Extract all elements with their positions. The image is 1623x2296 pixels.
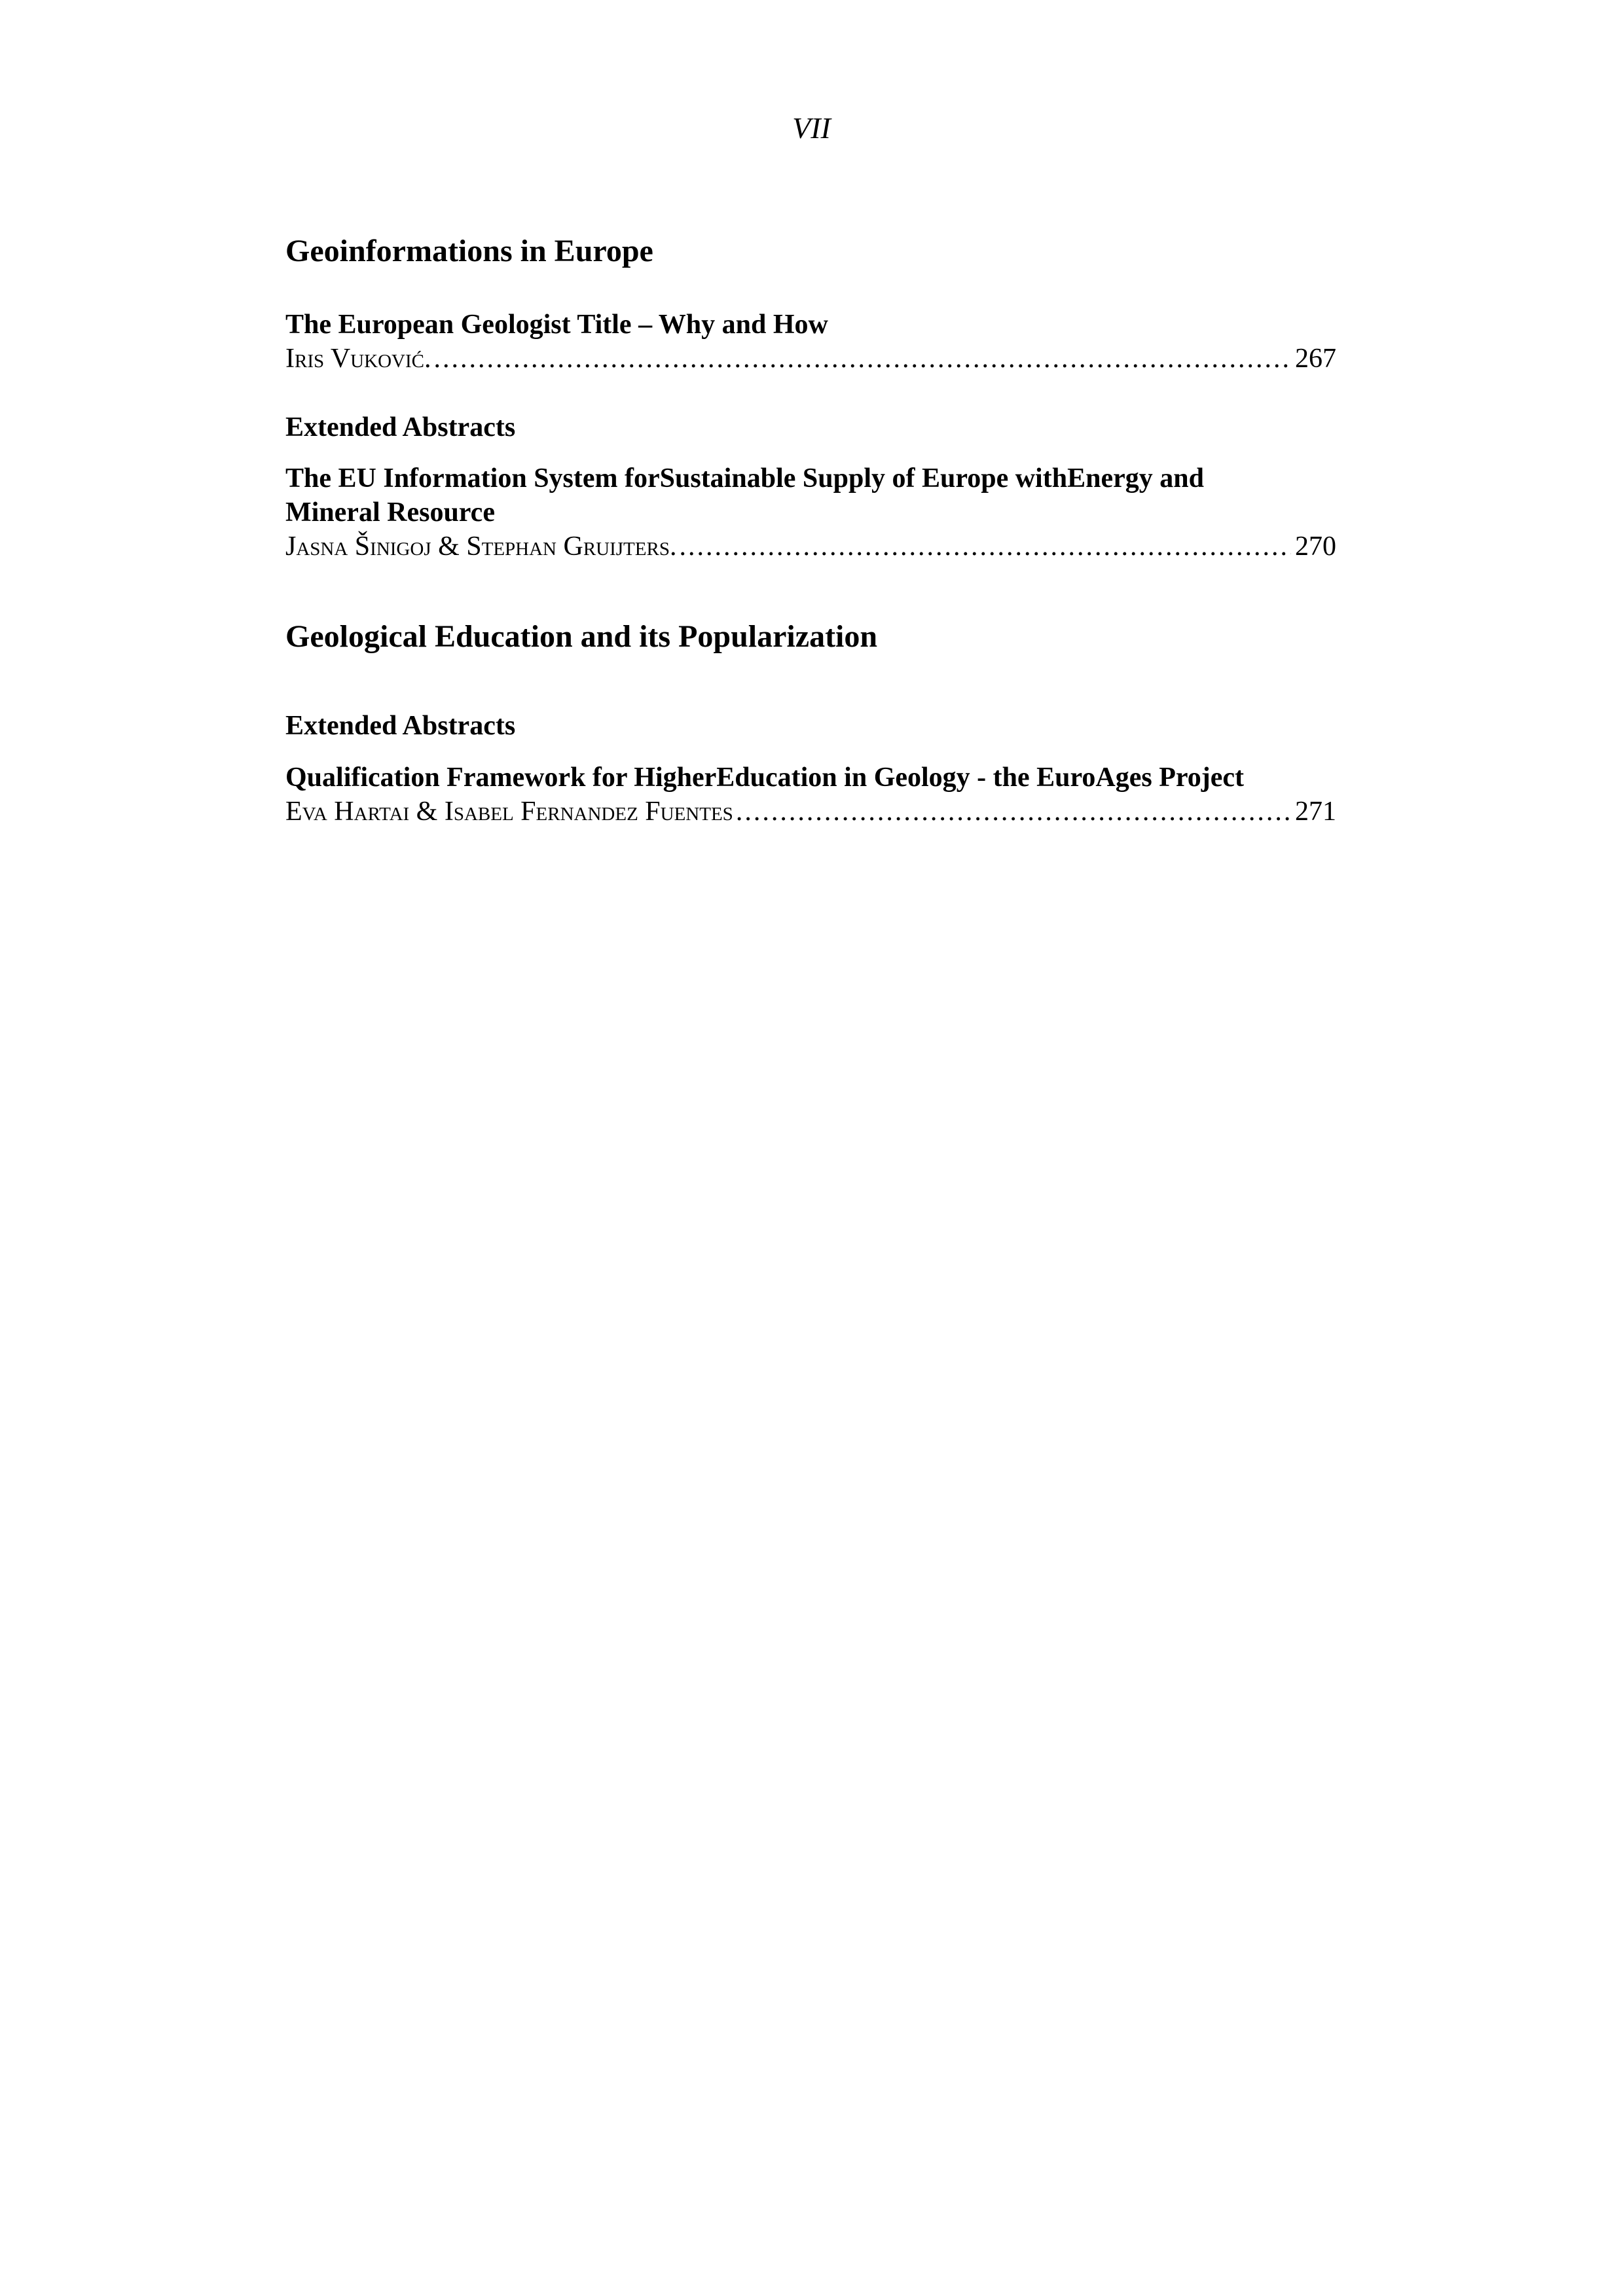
toc-entry-european-geologist-title[interactable] xyxy=(285,308,1336,376)
entry-title: The European Geologist Title – Why and How xyxy=(285,310,828,340)
toc-entry-qualification-framework[interactable] xyxy=(285,761,1336,829)
entry-authors: Iris Vuković. xyxy=(285,344,431,374)
page-number: VII xyxy=(792,111,831,145)
entry-title: The EU Information System forSustainable Supply of Europe withEnergy and Mineral Resource xyxy=(285,463,1204,528)
section-title-geoinformations: Geoinformations in Europe xyxy=(285,234,653,268)
entry-authors: Jasna Šinigoj & Stephan Gruijters. xyxy=(285,531,677,562)
entry-line xyxy=(285,342,1336,376)
section-title-geological-education: Geological Education and its Popularization xyxy=(285,619,878,654)
entry-authors: Eva Hartai & Isabel Fernandez Fuentes xyxy=(285,797,733,827)
dot-leader xyxy=(736,795,1291,829)
entry-title: Qualification Framework for HigherEducation in Geology - the EuroAges Project xyxy=(285,762,1245,793)
dot-leader xyxy=(679,529,1291,564)
dot-leader xyxy=(433,342,1291,376)
entry-page-number: 270 xyxy=(1295,531,1336,562)
entry-line xyxy=(285,529,1336,564)
entry-page-number: 271 xyxy=(1295,797,1336,827)
entry-page-number: 267 xyxy=(1295,344,1336,374)
subsection-title-extended-abstracts: Extended Abstracts xyxy=(285,412,516,442)
toc-entry-eu-information-system[interactable] xyxy=(285,461,1336,564)
subsection-title-extended-abstracts: Extended Abstracts xyxy=(285,711,516,741)
entry-line xyxy=(285,795,1336,829)
